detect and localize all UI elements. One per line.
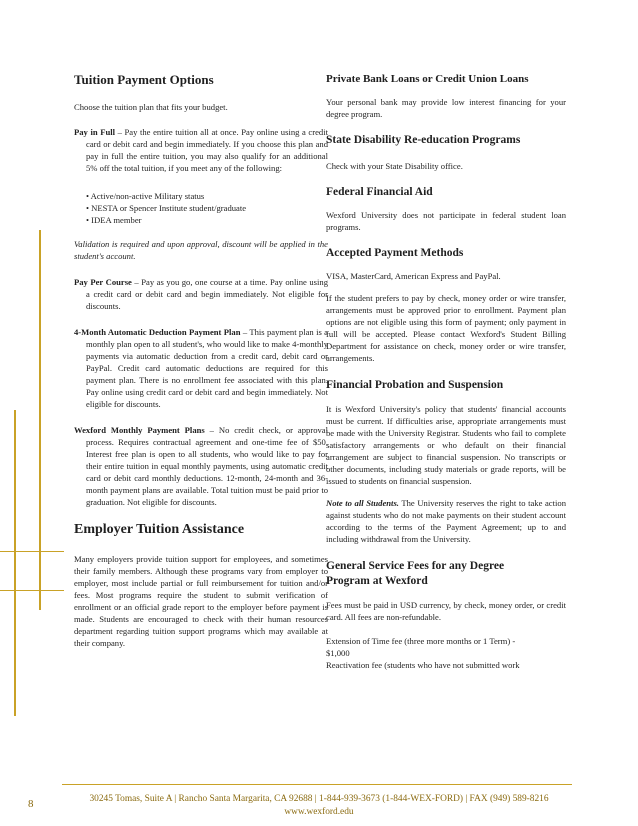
validation-text: Validation is required and upon approval, discount will be applied in the student's account. xyxy=(74,239,328,261)
extension-of-time-fee-amount: $1,000 xyxy=(326,648,350,658)
decorative-vertical-line-left xyxy=(14,410,16,716)
note-to-students-text: The University reserves the right to take action against students who do not make payments on their student account according to the terms of the Payment Agreement; up to and including withdrawal from the University. xyxy=(326,498,566,544)
private-bank-loans-text: Your personal bank may provide low interest financing for your degree program. xyxy=(326,97,566,119)
employer-tuition-assistance-heading: Employer Tuition Assistance xyxy=(74,522,245,537)
list-item: • IDEA member xyxy=(86,215,142,225)
footer-website: www.wexford.edu xyxy=(284,807,354,817)
wexford-monthly-plan-text: – No credit check, or approval process. Requires contractual agreement and one-time fee of $50. Interest free plan is open to all students, who would like to pay for their entire tuition in equal monthly payments, using automatic credit card or debit card monthly deductions. 12-month, 24-month and 36-month payment plans are available. Total tuition must be paid prior to graduation. Not eligible for discounts. xyxy=(86,425,328,507)
page-number: 8 xyxy=(28,798,34,810)
state-disability-heading: State Disability Re-education Programs xyxy=(326,134,521,146)
reactivation-fee-text: Reactivation fee (students who have not submitted work xyxy=(326,660,520,670)
employer-assistance-text: Many employers provide tuition support for employees, and sometimes their family members. Although these programs vary from employer to employer, most include partial or full reimbursement for tuition and/or fees. Most programs require the student to submit verification of enrollment or an official grade report to the employer before payment is made. Students are encouraged to check with their human resources department regarding tuition support programs which may available at their company. xyxy=(74,554,328,648)
decorative-horizontal-line-bottom xyxy=(0,590,64,591)
note-to-students-lead: Note to all Students. xyxy=(326,498,399,508)
federal-financial-aid-heading: Federal Financial Aid xyxy=(326,186,433,198)
list-item: • Active/non-active Military status xyxy=(86,191,205,201)
pay-per-course-text: – Pay as you go, one course at a time. Pay online using a credit card or debit card and begin immediately. Not eligible for discounts. xyxy=(86,277,328,311)
state-disability-text: Check with your State Disability office. xyxy=(326,161,463,171)
accepted-payment-methods-heading: Accepted Payment Methods xyxy=(326,247,464,259)
check-wire-transfer-text: If the student prefers to pay by check, money order or wire transfer, arrangements must be approved prior to enrollment. Payment plan options are not eligible using this form of payment; only payment in full will be accepted. Please contact Wexford's Student Billing Department for assistance on check, money order or wire transfer, arrangements. xyxy=(326,293,566,363)
note-to-students-paragraph xyxy=(326,497,566,545)
choose-plan-text: Choose the tuition plan that fits your budget. xyxy=(74,102,228,112)
pay-in-full-paragraph xyxy=(74,126,328,174)
general-service-fees-heading xyxy=(326,559,566,589)
tuition-payment-options-heading: Tuition Payment Options xyxy=(74,72,214,87)
four-month-plan-paragraph xyxy=(74,326,328,410)
left-column xyxy=(74,62,328,649)
extension-of-time-fee-text: Extension of Time fee (three more months or 1 Term) - xyxy=(326,636,516,646)
financial-probation-text: It is Wexford University's policy that students' financial accounts must be current. If difficulties arise, appropriate arrangements must be made with the University Registrar. Students who fail to complete satisfactory arrangements or who default on their financial arrangement are subject to financial suspension. No transcripts or other documents, including study materials or grade reports, will be issued to students on financial suspension. xyxy=(326,404,566,486)
pay-per-course-lead: Pay Per Course xyxy=(74,277,132,287)
footer-address: 30245 Tomas, Suite A | Rancho Santa Margarita, CA 92688 | 1-844-939-3673 (1-844-WEX-FORD) | FAX (949) 589-8216 xyxy=(89,794,549,804)
four-month-plan-text: – This payment plan is a monthly plan open to all student's, who would like to make 4-monthly payments via automatic deduction from a credit card, debit card or PayPal. Credit card automatic deductions are required for this payment plan. There is no enrollment fee associated with this plan. Pay online using credit card or debit card and begin immediately. Not eligible for discounts. xyxy=(86,327,328,409)
financial-probation-heading: Financial Probation and Suspension xyxy=(326,379,504,391)
accepted-payment-methods-text: VISA, MasterCard, American Express and PayPal. xyxy=(326,271,501,281)
pay-in-full-text: – Pay the entire tuition all at once. Pay online using a credit card or debit card and begin immediately. If you choose this plan and pay in full the entire tuition, you may also qualify for an additional 5% off the total tuition, if you meet any of the following: xyxy=(86,127,328,173)
decorative-horizontal-line-top xyxy=(0,551,64,552)
right-column xyxy=(326,62,566,671)
federal-financial-aid-text: Wexford University does not participate in federal student loan programs. xyxy=(326,210,566,232)
general-service-fees-text: Fees must be paid in USD currency, by check, money order, or credit card. All fees are non-refundable. xyxy=(326,600,566,622)
pay-per-course-paragraph xyxy=(74,276,328,312)
general-service-fees-heading-line-1: General Service Fees for any Degree xyxy=(326,560,505,572)
list-item: • NESTA or Spencer Institute student/graduate xyxy=(86,203,247,213)
discount-eligibility-list xyxy=(74,190,328,226)
four-month-plan-lead: 4-Month Automatic Deduction Payment Plan xyxy=(74,327,241,337)
wexford-monthly-plan-lead: Wexford Monthly Payment Plans xyxy=(74,425,205,435)
private-bank-loans-heading: Private Bank Loans or Credit Union Loans xyxy=(326,73,529,85)
general-service-fees-heading-line-2: Program at Wexford xyxy=(326,575,428,587)
pay-in-full-lead: Pay in Full xyxy=(74,127,116,137)
wexford-monthly-plan-paragraph xyxy=(74,424,328,508)
decorative-vertical-line-right xyxy=(39,230,41,610)
footer-divider-line xyxy=(62,784,572,785)
